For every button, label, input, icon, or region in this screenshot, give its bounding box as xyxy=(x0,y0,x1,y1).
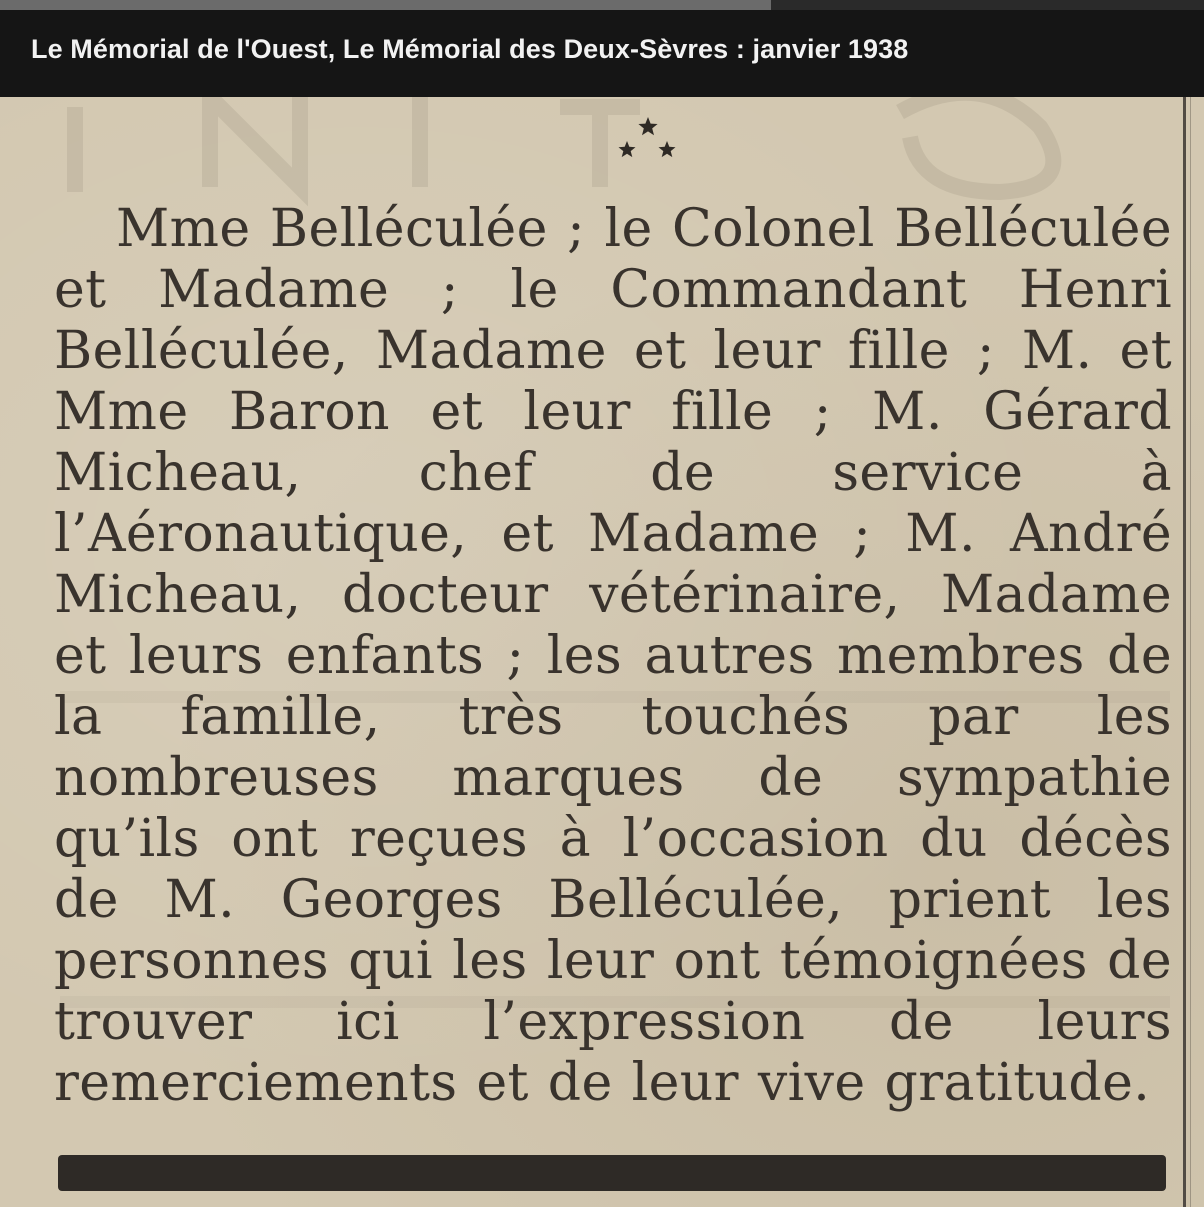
bottom-rule xyxy=(58,1155,1166,1191)
top-progress-track xyxy=(0,0,1204,10)
top-progress-fill xyxy=(0,0,771,10)
document-title: Le Mémorial de l'Ouest, Le Mémorial des Deux-Sèvres : janvier 1938 xyxy=(31,34,909,64)
thanks-notice: Mme Belléculée ; le Colonel Belléculée et Madame ; le Commandant Henri Belléculée, Madame et leur fille ; M. et Mme Baron et leur fille ; M. Gérard Micheau, chef de service à l’Aéronautique, et Madame ; M. André Micheau, docteur vétérinaire, Madame et leurs enfants ; les autres membres de la famille, très touchés par les nombreuses marques de sympathie qu’ils ont reçues à l’occasion du décès de M. Georges Belléculée, prient les personnes qui les leur ont témoignées de trouver ici l’expression de leurs remerciements et de leur vive gratitude. xyxy=(54,199,1172,1113)
title-bar xyxy=(0,10,1204,97)
column-rule-shadow xyxy=(1190,97,1191,1207)
newspaper-clipping xyxy=(0,97,1204,1207)
column-rule xyxy=(1183,97,1186,1207)
three-stars-icon xyxy=(604,111,684,171)
